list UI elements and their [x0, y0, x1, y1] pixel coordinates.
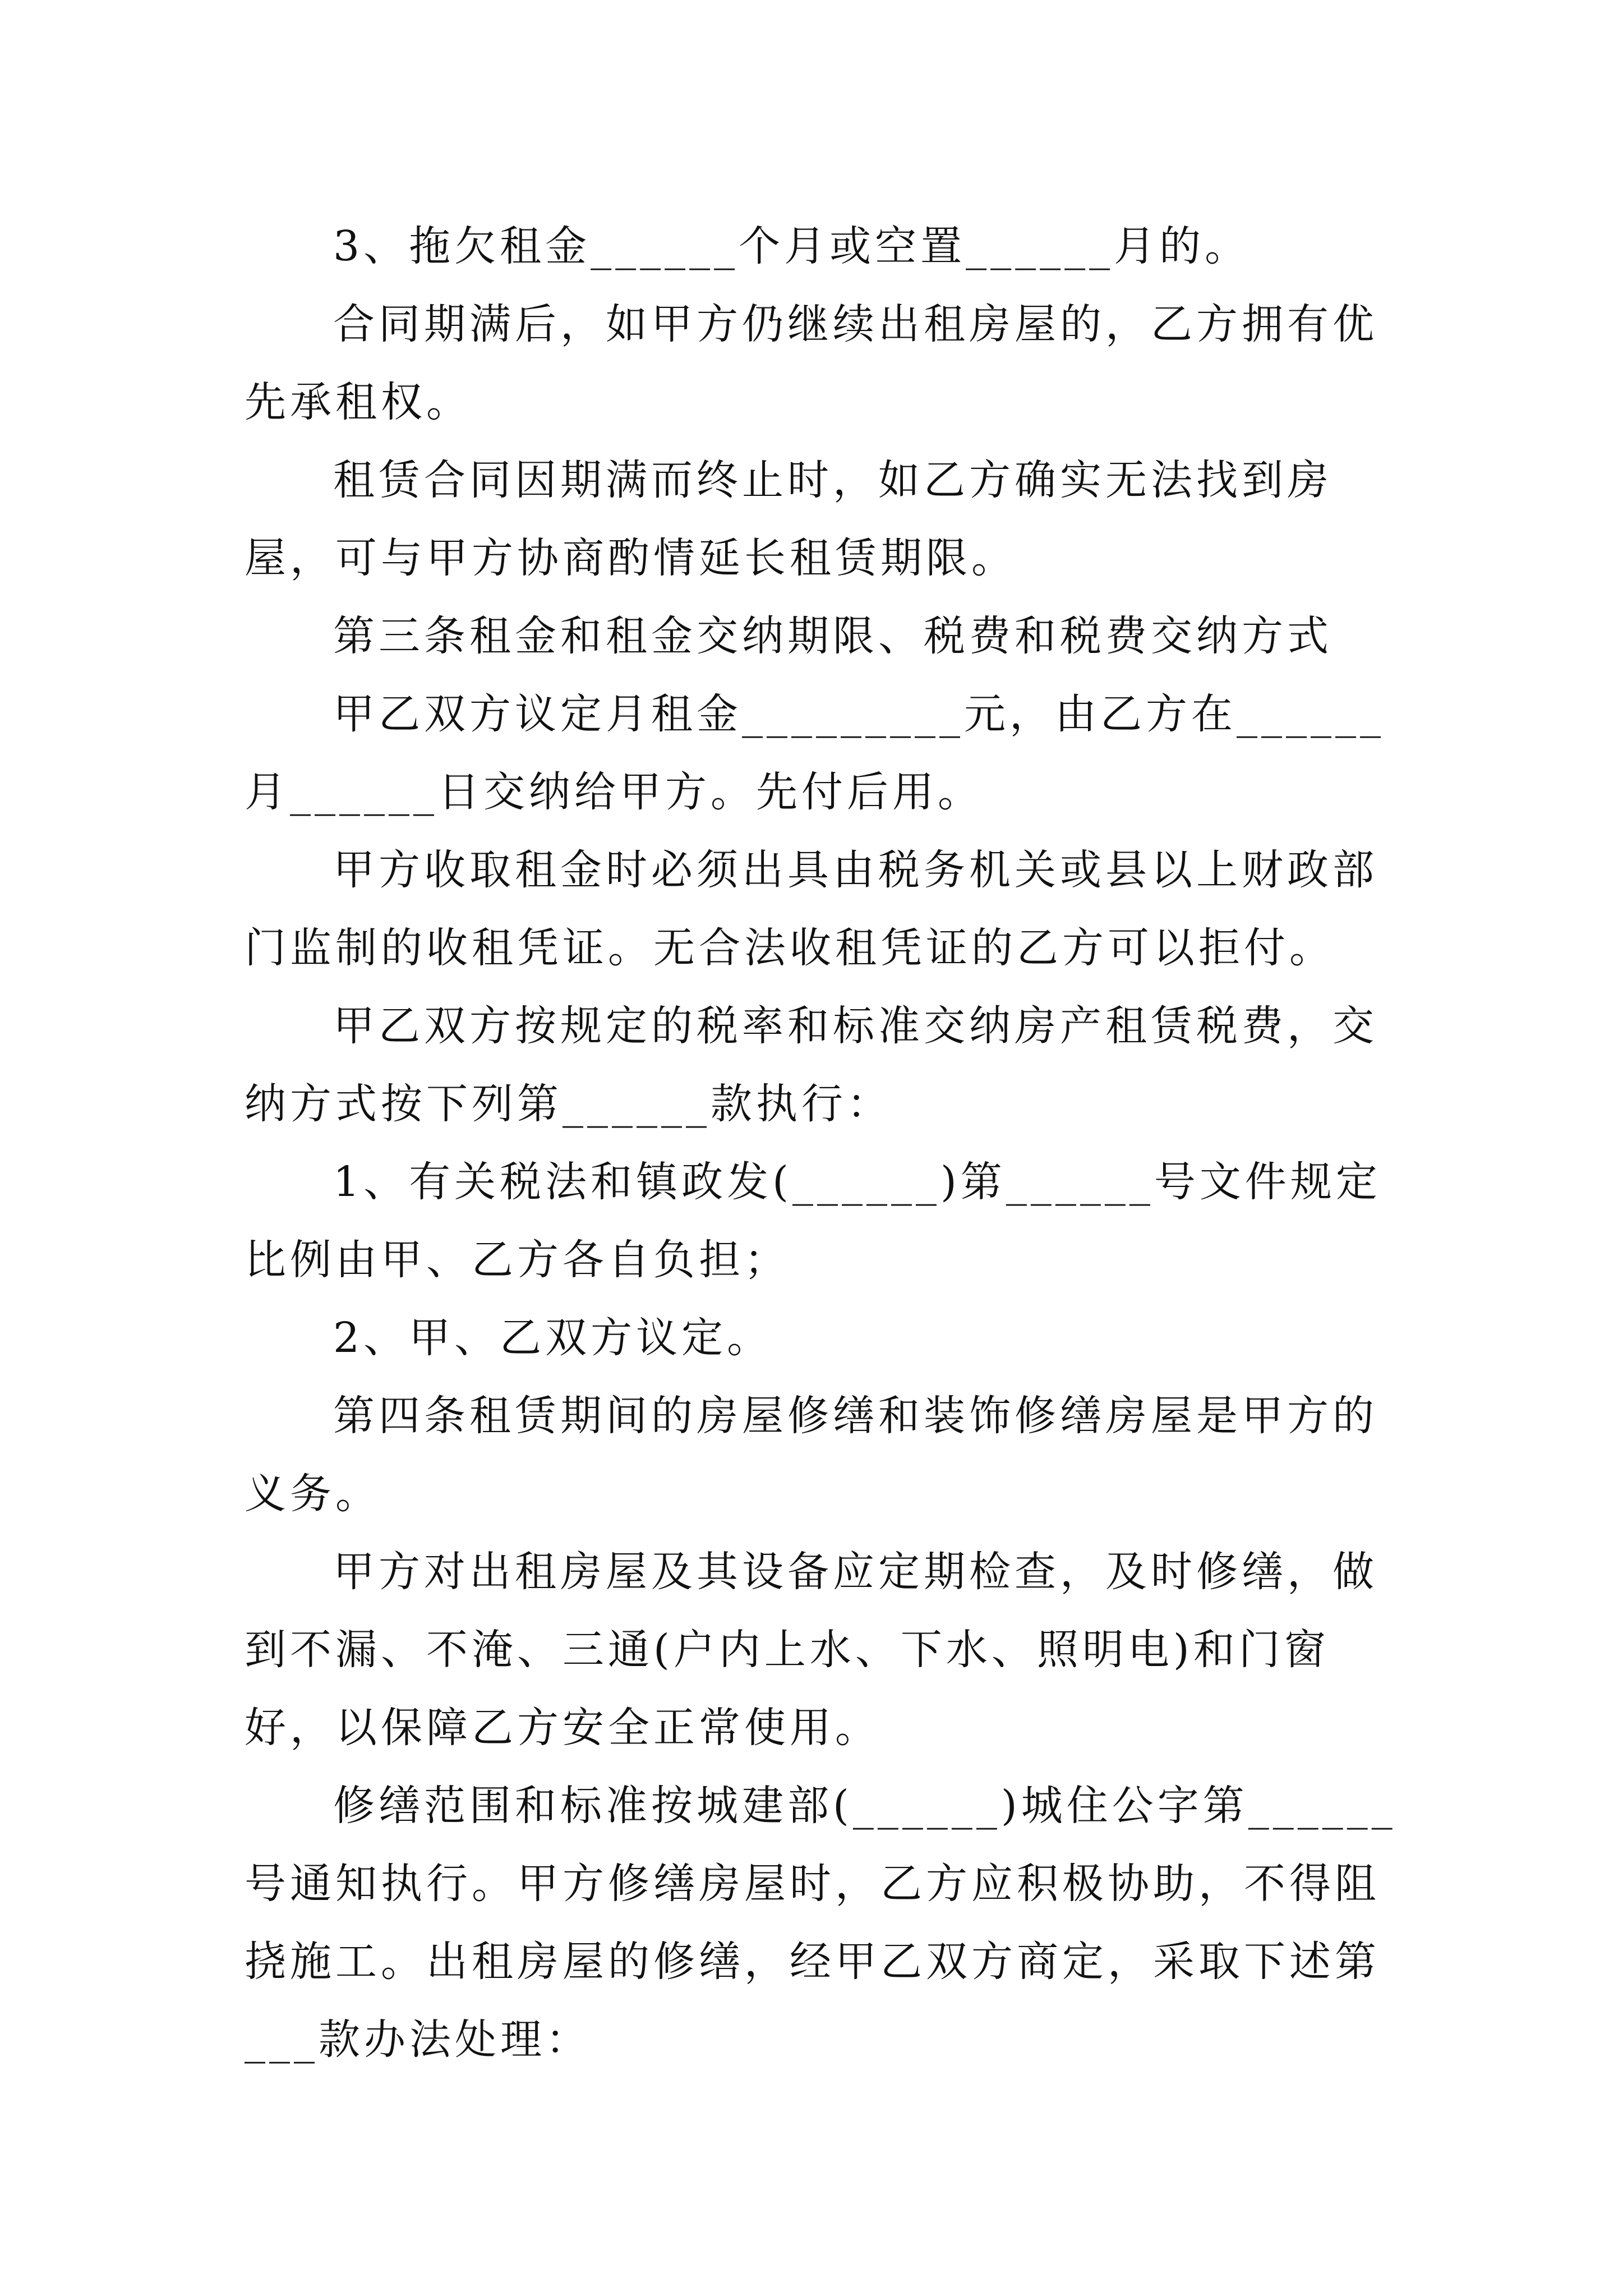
clause-tax-payment: 甲乙双方按规定的税率和标准交纳房产租赁税费，交纳方式按下列第______款执行： — [245, 1002, 1378, 1128]
clause-arrears: 3、拖欠租金______个月或空置______月的。 — [333, 222, 1251, 270]
article-four-heading: 第四条租赁期间的房屋修缮和装饰修缮房屋是甲方的义务。 — [245, 1392, 1378, 1518]
clause-monthly-rent: 甲乙双方议定月租金_________元，由乙方在______月______日交纳给甲方。先付后用。 — [245, 690, 1385, 816]
clause-term-extension: 租赁合同因期满而终止时，如乙方确实无法找到房屋，可与甲方协商酌情延长租赁期限。 — [245, 456, 1332, 582]
clause-renewal-priority: 合同期满后，如甲方仍继续出租房屋的，乙方拥有优先承租权。 — [245, 300, 1378, 426]
clause-rent-receipt: 甲方收取租金时必须出具由税务机关或县以上财政部门监制的收租凭证。无合法收租凭证的乙方可以拒付。 — [245, 846, 1378, 972]
clause-inspection-repair: 甲方对出租房屋及其设备应定期检查，及时修缮，做到不漏、不淹、三通(户内上水、下水、照明电)和门窗好，以保障乙方安全正常使用。 — [245, 1548, 1378, 1752]
clause-tax-option-2: 2、甲、乙双方议定。 — [333, 1314, 773, 1362]
article-three-heading: 第三条租金和租金交纳期限、税费和税费交纳方式 — [333, 612, 1332, 660]
document-body — [245, 208, 1400, 2079]
clause-repair-scope: 修缮范围和标准按城建部(______)城住公字第______号通知执行。甲方修缮房屋时，乙方应积极协助，不得阻挠施工。出租房屋的修缮，经甲乙双方商定，采取下述第___款办法处理： — [245, 1782, 1396, 2064]
clause-tax-option-1: 1、有关税法和镇政发(______)第______号文件规定比例由甲、乙方各自负担； — [245, 1158, 1381, 1284]
